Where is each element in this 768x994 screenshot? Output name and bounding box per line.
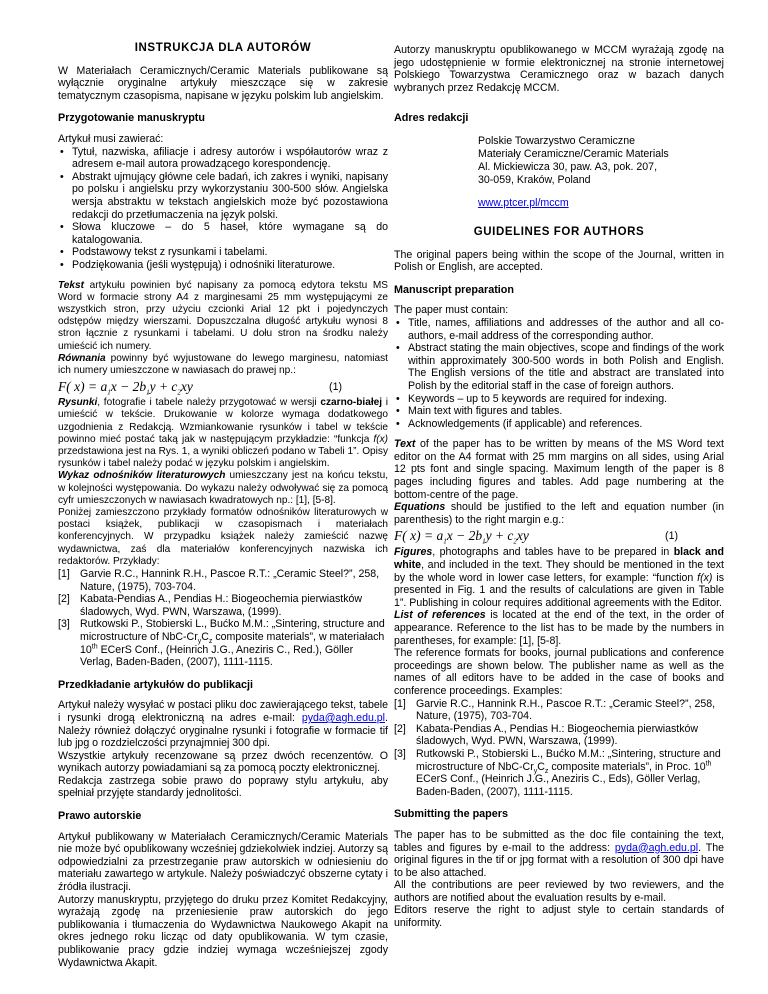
list-item: • Podstawowy tekst z rysunkami i tabelami. [58, 246, 388, 259]
address-line: 30-059, Kraków, Poland [478, 173, 591, 186]
list-item: • Abstract stating the main objectives, scope and findings of the work within approximately 300-500 words in both Polish and English. The English versions of the title and abstract are translated into Polish by the editorial staff in the case of foreign authors. [394, 342, 724, 392]
pl-requirements-list [58, 146, 388, 272]
pl-copyright-2: Autorzy manuskryptu, przyjętego do druku przez Komitet Redakcyjny, wyrażają zgodę na przeniesienie praw autorskich do jego publikowania i tłumaczenia do Wydawnictwa Naukowego Akapit na okres jednego roku licząc od daty opublikowania. W tym czasie, publikowanie pracy gdzie indziej wymaga wcześniejszej zgody Wydawnictwa Akapit. [58, 893, 388, 969]
list-item: • Tytuł, nazwiska, afiliacje i adresy autorów i współautorów wraz z adresem e-mail autora prowadzącego korespondencję. [58, 146, 388, 171]
en-text-paragraph: Text of the paper has to be written by means of the MS Word text editor on the A4 format with 25 mm margins on all sides, using Arial 12 pts font and single spacing. Maximum length of the paper is 8 pages including figures and tables. Add page numbering at the bottom-centre of the page. [394, 438, 724, 501]
english-column [394, 44, 724, 930]
equation-number: (1) [329, 381, 342, 394]
pl-reference-list [58, 568, 388, 669]
pl-text-paragraph: Tekst artykułu powinien być napisany za pomocą edytora tekstu MS Word w formacie strony A4 z marginesami 25 mm występującymi ze wszystkich stron, przy użyciu czcionki Arial 12 pkt i pojedynczych odstępów między wierszami. Dopuszczalna długość artykułu wynosi 8 stron łącznie z rysunkami i tabelami. U dołu stron na środku należy umieścić ich numery. [58, 279, 388, 352]
pl-heading-address: Adres redakcji [394, 112, 469, 125]
en-references-paragraph-2: The reference formats for books, journal publications and conference proceedings are shown below. The publisher name as well as the names of all editors have to be added in the case of books and conference proceedings. Examples: [394, 647, 724, 697]
reference-item: [3] Rutkowski P., Stobierski L., Bućko M.M.: „Sintering, structure and microstructure of NbC-$Cr_yC_z$ composite materials”, in Proc. 10th ECerS Conf., (Heinrich J.G., Aneziris C., Eds), Göller Verlag, Baden-Baden, (2007), 1111-1115. [394, 747, 721, 798]
pl-heading-prep: Przygotowanie manuskryptu [58, 112, 205, 125]
list-item: • Acknowledgements (if applicable) and references. [394, 418, 724, 431]
address-line: Al. Mickiewicza 30, paw. A3, pok. 207, [478, 160, 658, 173]
polish-column [58, 42, 388, 969]
reference-item: [2] Kabata-Pendias A., Pendias H.: Biogeochemia pierwiastków śladowych, Wyd. PWN, Warszawa, (1999). [394, 722, 699, 748]
list-item: • Abstrakt ujmujący główne cele badań, ich zakres i wyniki, napisany po polsku i angielsku przy wykorzystaniu 300-500 słów. Angielska wersja abstraktu w tekstach angielskich może być pozostawiona redakcji do przetłumaczenia na język polski. [58, 171, 388, 221]
en-heading-prep: Manuscript preparation [394, 283, 514, 296]
list-item: • Podziękowania (jeśli występują) i odnośniki literaturowe. [58, 259, 388, 272]
en-must-contain: The paper must contain: [394, 304, 509, 317]
email-link[interactable]: pyda@agh.edu.pl [301, 711, 386, 724]
en-heading-submit: Submitting the papers [394, 808, 508, 821]
editorial-address [478, 135, 724, 210]
pl-title: INSTRUKCJA DLA AUTORÓW [134, 42, 312, 54]
address-line: Polskie Towarzystwo Ceramiczne [478, 134, 635, 147]
pl-equations-paragraph: Równania powinny być wyjustowane do lewego marginesu, natomiast ich numery umieszczone w nawiasach do prawej np.: [58, 352, 388, 376]
en-requirements-list [394, 317, 724, 430]
pl-figures-paragraph: Rysunki, fotografie i tabele należy przygotować w wersji czarno-białej i umieścić w tekście. Drukowanie w kolorze wymaga dodatkowego uzgodnienia z Redakcją. Wzmiankowanie rysunków i tabel w tekście powinno mieć postać taką jak w następującym przykładzie: “funkcja f(x) przedstawiona jest na Rys. 1, a wyniki obliczeń podano w Tabeli 1”. Opisy rysunków i tabel należy podać w języku polskim i angielskim. [58, 397, 389, 470]
equation-number: (1) [665, 530, 678, 543]
reference-item: [3] Rutkowski P., Stobierski L., Bućko M.M.: „Sintering, structure and microstructure of NbC-$Cr_yC_z$ composite materials”, w materiałach 10th ECerS Conf., (Heinrich J.G., Aneziris C., Red.), Göller Verlag, Baden-Baden, (2007), 1111-1115. [58, 618, 385, 669]
en-submit-review: All the contributions are peer reviewed by two reviewers, and the authors are notified about the evaluation results by e-mail. [394, 879, 724, 904]
equation-formula: F( $x) = a_1x - 2b_1y + c_2xy$ [58, 379, 193, 397]
en-title: GUIDELINES FOR AUTHORS [473, 225, 645, 238]
pl-copyright-1: Artykuł publikowany w Materiałach Ceramicznych/Ceramic Materials nie może być opublikowany wcześniej gdziekolwiek indziej. Autorzy są odpowiedzialni za przestrzeganie praw autorskich w odniesieniu do materiału zawartego w artykule. Należy poświadczyć obszerne cytaty i źródła ilustracji. [58, 830, 388, 894]
en-equation [394, 528, 724, 547]
reference-item: [2] Kabata-Pendias A., Pendias H.: Biogeochemia pierwiastków śladowych, Wyd. PWN, Warszawa, (1999). [58, 593, 363, 618]
en-figures-paragraph: Figures, photographs and tables have to be prepared in black and white, and included in the text. They should be mentioned in the text by the whole word in lower case letters, for example: “function f(x) is presented in Fig. 1 and the results of calculations are given in Table 1”. Publishing in colour requires additional agreements with the Editor. [394, 546, 724, 609]
en-references-paragraph: List of references is located at the end of the text, in the order of appearance. Reference to the list has to be made by the numbers in parentheses, for example: [1], [5-8]. [394, 609, 724, 647]
list-item: • Title, names, affiliations and addresses of the author and all co-authors, e-mail address of the corresponding author. [394, 317, 724, 342]
address-line: Materiały Ceramiczne/Ceramic Materials [478, 147, 669, 160]
email-link[interactable]: pyda@agh.edu.pl [614, 841, 699, 854]
pl-copyright-3: Autorzy manuskryptu opublikowanego w MCCM wyrażają zgodę na jego udostępnienie w formie elektronicznej na stronie internetowej Polskiego Towarzystwa Ceramicznego oraz w bazach danych wybranych przez Redakcję MCCM. [394, 44, 724, 94]
en-reference-list [394, 698, 724, 799]
en-intro: The original papers being within the scope of the Journal, written in Polish or English, are accepted. [394, 248, 724, 274]
list-item: • Keywords – up to 5 keywords are required for indexing. [394, 393, 724, 406]
reference-item: [1] Garvie R.C., Hannink R.H., Pascoe R.T.: „Ceramic Steel?”, 258, Nature, (1975), 703-704. [58, 567, 380, 593]
en-submit-style: Editors reserve the right to adjust style to certain standards of uniformity. [394, 904, 724, 930]
equation-formula: F( $x) = a_1x - 2b_1y + c_2xy$ [394, 528, 529, 547]
pl-submit-style: Redakcja zastrzega sobie prawo do poprawy stylu artykułu, aby spełniał przyjęte standardy jednolitości. [58, 774, 388, 800]
pl-intro: W Materiałach Ceramicznych/Ceramic Materials publikowane są wyłącznie oryginalne artykuły mieszczące się w zakresie tematycznym czasopisma, napisane w języku polskim lub angielskim. [58, 64, 388, 102]
pl-submit-review: Wszystkie artykuły recenzowane są przez dwóch recenzentów. O wynikach autorzy powiadamiani są za pomocą poczty elektronicznej. [58, 749, 388, 775]
pl-must-contain: Artykuł musi zawierać: [58, 132, 164, 145]
website-link[interactable]: www.ptcer.pl/mccm [478, 196, 569, 209]
list-item: • Main text with figures and tables. [394, 405, 724, 418]
pl-heading-copyright: Prawo autorskie [58, 810, 142, 823]
en-submit-paragraph: The paper has to be submitted as the doc file containing the text, tables and figures by e-mail to the address: pyda@agh.edu.pl. The original figures in the tif or jpg format with a resolution of 300 dpi have to be also attached. [394, 828, 724, 879]
pl-references-paragraph-2: Poniżej zamieszczono przykłady formatów odnośników literaturowych w postaci książek, publikacji w czasopismach i materiałach konferencyjnych. W przypadku książek należy zamieścić nazwę wydawnictwa, zaś dla materiałów konferencyjnych nazwiska ich redaktorów. Przykłady: [58, 506, 388, 567]
pl-heading-submit: Przedkładanie artykułów do publikacji [58, 678, 253, 691]
list-item: • Słowa kluczowe – do 5 haseł, które wymagane są do katalogowania. [58, 221, 388, 246]
en-equations-paragraph: Equations should be justified to the left and equation number (in parenthesis) to the right margin e.g.: [394, 501, 724, 526]
pl-submit-paragraph: Artykuł należy wysyłać w postaci pliku doc zawierającego tekst, tabele i rysunki drogą elektroniczną na adres e-mail: pyda@agh.edu.pl. Należy również dołączyć oryginalne rysunki i fotografie w formacie tif lub jpg o rozdzielczości przynajmniej 300 dpi. [58, 699, 388, 750]
pl-references-paragraph: Wykaz odnośników literaturowych umieszczany jest na końcu tekstu, w kolejności występowania. Do wykazu należy odwoływać się za pomocą cyfr umieszczonych w nawiasach kwadratowych np.: [1], [5-8]. [58, 470, 388, 506]
pl-equation [58, 379, 388, 395]
reference-item: [1] Garvie R.C., Hannink R.H., Pascoe R.T.: „Ceramic Steel?”, 258, Nature, (1975), 703-704. [394, 697, 716, 723]
